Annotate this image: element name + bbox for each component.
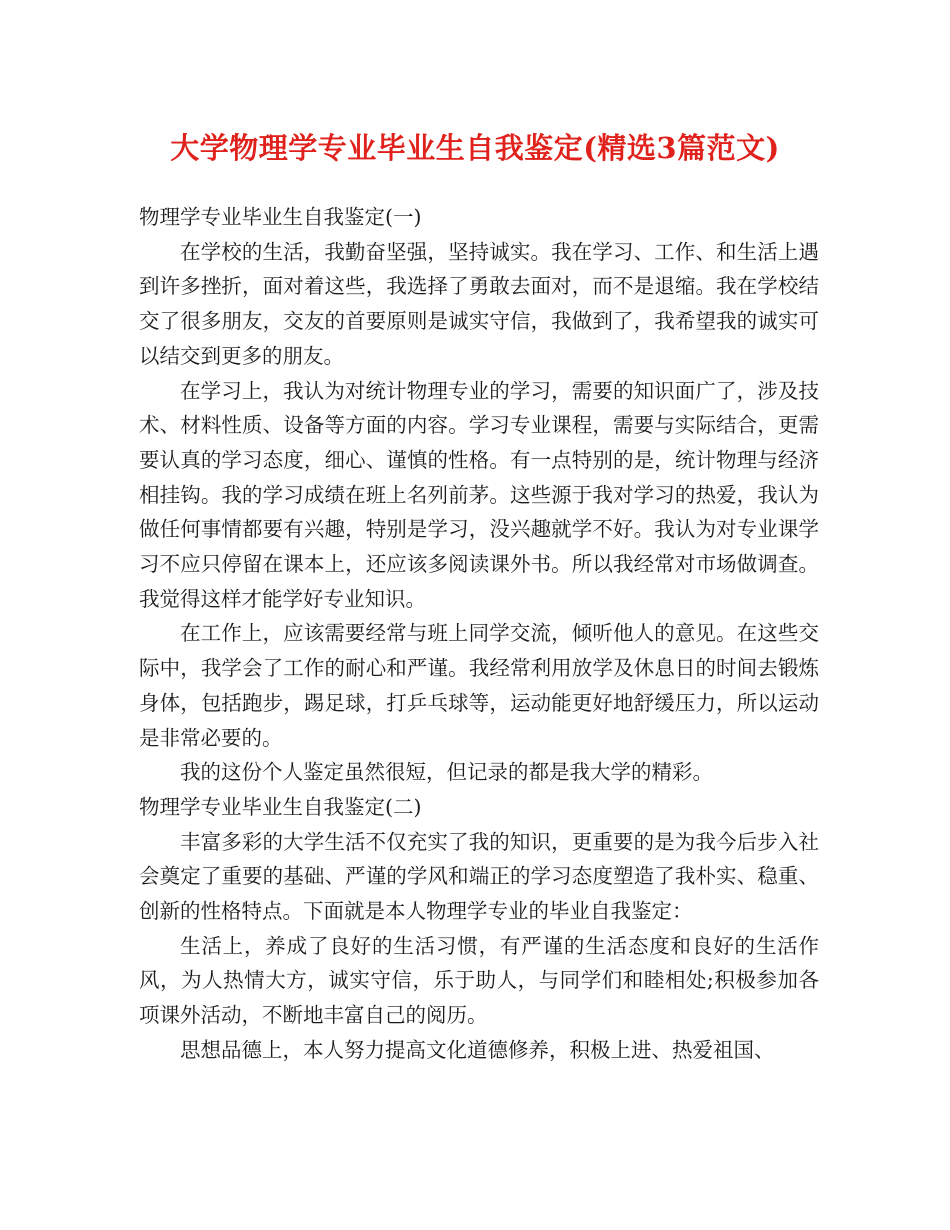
section-heading-1: 物理学专业毕业生自我鉴定(一) [139, 205, 422, 229]
paragraph: 我的这份个人鉴定虽然很短，但记录的都是我大学的精彩。 [180, 760, 713, 785]
paragraph: 在工作上，应该需要经常与班上同学交流，倾听他人的意见。在这些交际中，我学会了工作的耐心和严谨。我经常利用放学及休息日的时间去锻炼身体，包括跑步，踢足球，打乒乓球等，运动能更好地舒缓压力，所以运动是非常必要的。 [139, 621, 819, 750]
paragraph: 思想品德上，本人努力提高文化道德修养，积极上进、热爱祖国、 [180, 1037, 775, 1062]
paragraph: 在学习上，我认为对统计物理专业的学习，需要的知识面广了，涉及技术、材料性质、设备等方面的内容。学习专业课程，需要与实际结合，更需要认真的学习态度，细心、谨慎的性格。有一点特别的是，统计物理与经济相挂钩。我的学习成绩在班上名列前茅。这些源于我对学习的热爱，我认为做任何事情都要有兴趣，特别是学习，没兴趣就学不好。我认为对专业课学习不应只停留在课本上，还应该多阅读课外书。所以我经常对市场做调查。我觉得这样才能学好专业知识。 [139, 378, 819, 611]
document-title: 大学物理学专业毕业生自我鉴定(精选3篇范文) [170, 131, 780, 165]
paragraph: 生活上，养成了良好的生活习惯，有严谨的生活态度和良好的生活作风，为人热情大方，诚实守信，乐于助人，与同学们和睦相处;积极参加各项课外活动，不断地丰富自己的阅历。 [139, 933, 819, 1028]
paragraph: 丰富多彩的大学生活不仅充实了我的知识，更重要的是为我今后步入社会奠定了重要的基础、严谨的学风和端正的学习态度塑造了我朴实、稳重、创新的性格特点。下面就是本人物理学专业的毕业自我鉴定： [139, 829, 819, 924]
document-body [139, 200, 819, 1068]
paragraph: 在学校的生活，我勤奋坚强，坚持诚实。我在学习、工作、和生活上遇到许多挫折，面对着这些，我选择了勇敢去面对，而不是退缩。我在学校结交了很多朋友，交友的首要原则是诚实守信，我做到了，我希望我的诚实可以结交到更多的朋友。 [139, 239, 819, 368]
section-heading-2: 物理学专业毕业生自我鉴定(二) [139, 794, 422, 819]
